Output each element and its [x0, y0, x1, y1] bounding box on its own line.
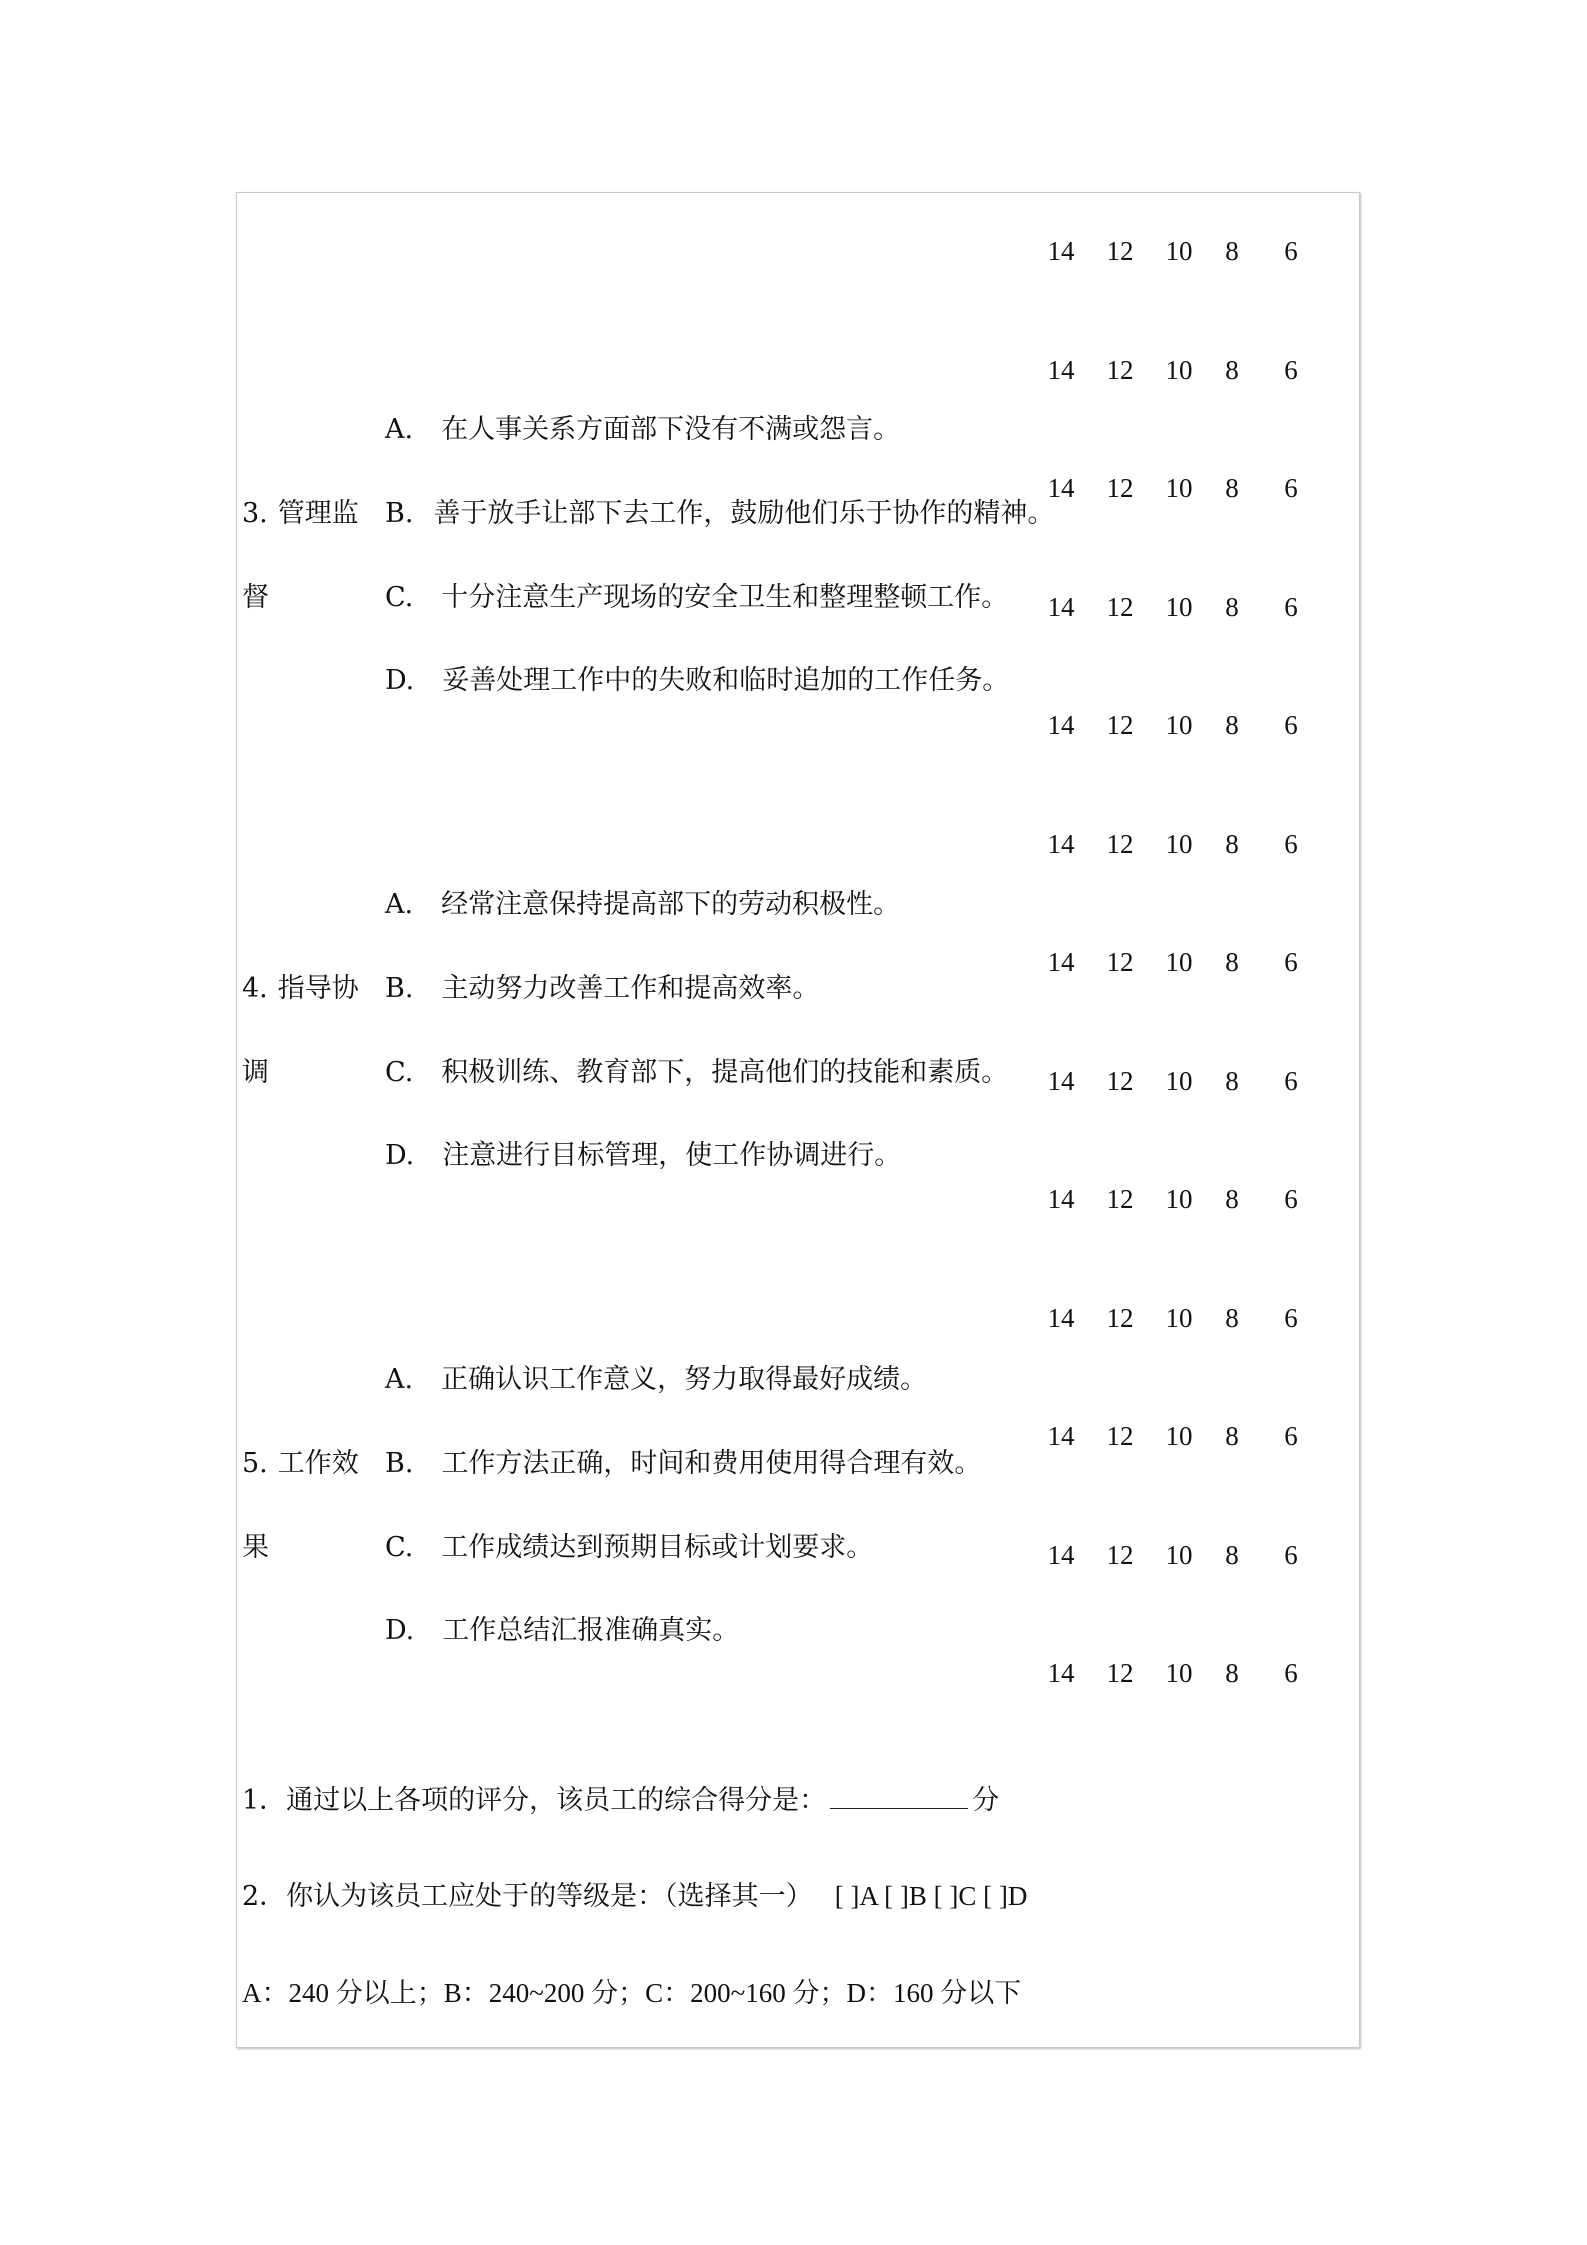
score-option[interactable]: 6 — [1284, 1421, 1298, 1451]
section-title: 工作效 — [277, 1448, 359, 1479]
question-text: 1．通过以上各项的评分，该员工的综合得分是： — [242, 1785, 827, 1816]
score-option[interactable]: 12 — [1106, 710, 1134, 740]
score-option[interactable]: 10 — [1165, 1421, 1193, 1451]
score-option[interactable]: 10 — [1165, 592, 1193, 622]
score-option[interactable]: 12 — [1106, 1540, 1134, 1570]
score-option[interactable]: 10 — [1165, 236, 1193, 266]
item-letter: C. — [385, 1057, 414, 1088]
item-letter: C. — [385, 1532, 414, 1563]
score-option[interactable]: 12 — [1106, 473, 1134, 503]
score-option[interactable]: 8 — [1225, 947, 1239, 977]
score-option[interactable]: 12 — [1106, 1658, 1134, 1688]
score-option[interactable]: 10 — [1165, 1066, 1193, 1096]
score-option[interactable]: 12 — [1106, 1421, 1134, 1451]
score-option[interactable]: 12 — [1106, 355, 1134, 385]
item-letter: D. — [385, 665, 415, 696]
item-letter: A. — [385, 1364, 414, 1395]
score-option[interactable]: 6 — [1284, 592, 1298, 622]
list-item — [385, 966, 819, 1005]
score-option[interactable]: 6 — [1284, 1540, 1298, 1570]
section-title: 指导协 — [277, 973, 359, 1004]
section-title: 管理监 — [277, 498, 359, 529]
score-option[interactable]: 8 — [1225, 236, 1239, 266]
section-number: 3. — [242, 498, 268, 529]
score-option[interactable]: 10 — [1165, 1303, 1193, 1333]
list-item — [385, 1357, 927, 1396]
score-option[interactable]: 12 — [1106, 592, 1134, 622]
grade-question — [242, 1874, 1027, 1913]
item-letter: C. — [385, 582, 414, 613]
list-item — [385, 1608, 739, 1647]
score-option[interactable]: 6 — [1284, 710, 1298, 740]
score-option[interactable]: 8 — [1225, 355, 1239, 385]
list-item — [385, 407, 900, 446]
section-4-title — [242, 966, 359, 1005]
score-option[interactable]: 12 — [1106, 1184, 1134, 1214]
score-blank[interactable] — [830, 1808, 968, 1809]
item-letter: A. — [385, 889, 414, 920]
section-number: 5. — [242, 1448, 268, 1479]
evaluation-form — [236, 192, 1360, 2048]
score-option[interactable]: 6 — [1284, 236, 1298, 266]
score-option[interactable]: 8 — [1225, 1540, 1239, 1570]
section-number: 4. — [242, 973, 268, 1004]
score-option[interactable]: 8 — [1225, 592, 1239, 622]
section-5-title — [242, 1441, 359, 1480]
score-option[interactable]: 6 — [1284, 947, 1298, 977]
grade-legend: A：240 分以上；B：240~200 分；C：200~160 分；D：160 分以下 — [242, 1978, 1022, 2008]
score-option[interactable]: 14 — [1047, 236, 1075, 266]
score-option[interactable]: 8 — [1225, 1066, 1239, 1096]
score-option[interactable]: 6 — [1284, 1066, 1298, 1096]
item-text: 善于放手让部下去工作，鼓励他们乐于协作的精神。 — [433, 498, 1055, 529]
score-option[interactable]: 10 — [1165, 473, 1193, 503]
score-option[interactable]: 14 — [1047, 710, 1075, 740]
item-text: 工作总结汇报准确真实。 — [442, 1615, 740, 1646]
list-item — [385, 882, 900, 921]
list-item — [385, 575, 1008, 614]
list-item — [385, 1050, 1008, 1089]
item-text: 主动努力改善工作和提高效率。 — [441, 973, 820, 1004]
item-text: 注意进行目标管理，使工作协调进行。 — [442, 1140, 902, 1171]
score-option[interactable]: 8 — [1225, 473, 1239, 503]
score-option[interactable]: 14 — [1047, 947, 1075, 977]
list-item — [385, 1525, 873, 1564]
item-letter: B. — [385, 498, 414, 529]
score-option[interactable]: 10 — [1165, 1540, 1193, 1570]
question-text: 2．你认为该员工应处于的等级是：（选择其一） — [242, 1881, 813, 1912]
score-option[interactable]: 12 — [1106, 236, 1134, 266]
item-text: 工作成绩达到预期目标或计划要求。 — [441, 1532, 874, 1563]
score-option[interactable]: 14 — [1047, 1421, 1075, 1451]
item-text: 妥善处理工作中的失败和临时追加的工作任务。 — [442, 665, 1010, 696]
score-option[interactable]: 12 — [1106, 1066, 1134, 1096]
section-3-title — [242, 491, 359, 530]
grade-options[interactable]: [ ]A [ ]B [ ]C [ ]D — [834, 1881, 1028, 1911]
score-option[interactable]: 8 — [1225, 1303, 1239, 1333]
score-option[interactable]: 6 — [1284, 829, 1298, 859]
list-item — [385, 491, 1054, 530]
score-option[interactable]: 14 — [1047, 829, 1075, 859]
list-item — [385, 658, 1009, 697]
score-option[interactable]: 14 — [1047, 1066, 1075, 1096]
item-text: 正确认识工作意义，努力取得最好成绩。 — [441, 1364, 928, 1395]
score-option[interactable]: 10 — [1165, 829, 1193, 859]
score-option[interactable]: 6 — [1284, 1303, 1298, 1333]
list-item — [385, 1133, 901, 1172]
score-option[interactable]: 14 — [1047, 1184, 1075, 1214]
score-option[interactable]: 10 — [1165, 1658, 1193, 1688]
section-title-cont: 果 — [242, 1532, 269, 1563]
score-option[interactable]: 6 — [1284, 355, 1298, 385]
score-option[interactable]: 14 — [1047, 355, 1075, 385]
item-letter: D. — [385, 1140, 415, 1171]
score-option[interactable]: 8 — [1225, 1421, 1239, 1451]
unit-label: 分 — [972, 1785, 1000, 1816]
score-option[interactable]: 6 — [1284, 473, 1298, 503]
score-option[interactable]: 6 — [1284, 1658, 1298, 1688]
item-text: 经常注意保持提高部下的劳动积极性。 — [441, 889, 901, 920]
score-option[interactable]: 12 — [1106, 947, 1134, 977]
item-letter: A. — [385, 414, 414, 445]
score-option[interactable]: 10 — [1165, 355, 1193, 385]
score-option[interactable]: 14 — [1047, 1658, 1075, 1688]
score-option[interactable]: 14 — [1047, 1540, 1075, 1570]
section-title-cont: 调 — [242, 1057, 269, 1088]
score-option[interactable]: 10 — [1165, 1184, 1193, 1214]
item-text: 十分注意生产现场的安全卫生和整理整顿工作。 — [441, 582, 1009, 613]
item-text: 积极训练、教育部下，提高他们的技能和素质。 — [441, 1057, 1009, 1088]
score-option[interactable]: 14 — [1047, 592, 1075, 622]
item-letter: B. — [385, 973, 414, 1004]
item-text: 工作方法正确，时间和费用使用得合理有效。 — [441, 1448, 982, 1479]
score-option[interactable]: 14 — [1047, 473, 1075, 503]
score-option[interactable]: 8 — [1225, 1658, 1239, 1688]
item-letter: B. — [385, 1448, 414, 1479]
list-item — [385, 1441, 981, 1480]
item-letter: D. — [385, 1615, 415, 1646]
total-score-question — [242, 1778, 999, 1817]
score-option[interactable]: 12 — [1106, 1303, 1134, 1333]
score-option[interactable]: 6 — [1284, 1184, 1298, 1214]
score-option[interactable]: 8 — [1225, 710, 1239, 740]
score-option[interactable]: 10 — [1165, 947, 1193, 977]
score-option[interactable]: 10 — [1165, 710, 1193, 740]
score-option[interactable]: 8 — [1225, 1184, 1239, 1214]
score-option[interactable]: 12 — [1106, 829, 1134, 859]
score-option[interactable]: 8 — [1225, 829, 1239, 859]
section-title-cont: 督 — [242, 582, 269, 613]
score-option[interactable]: 14 — [1047, 1303, 1075, 1333]
item-text: 在人事关系方面部下没有不满或怨言。 — [441, 414, 901, 445]
